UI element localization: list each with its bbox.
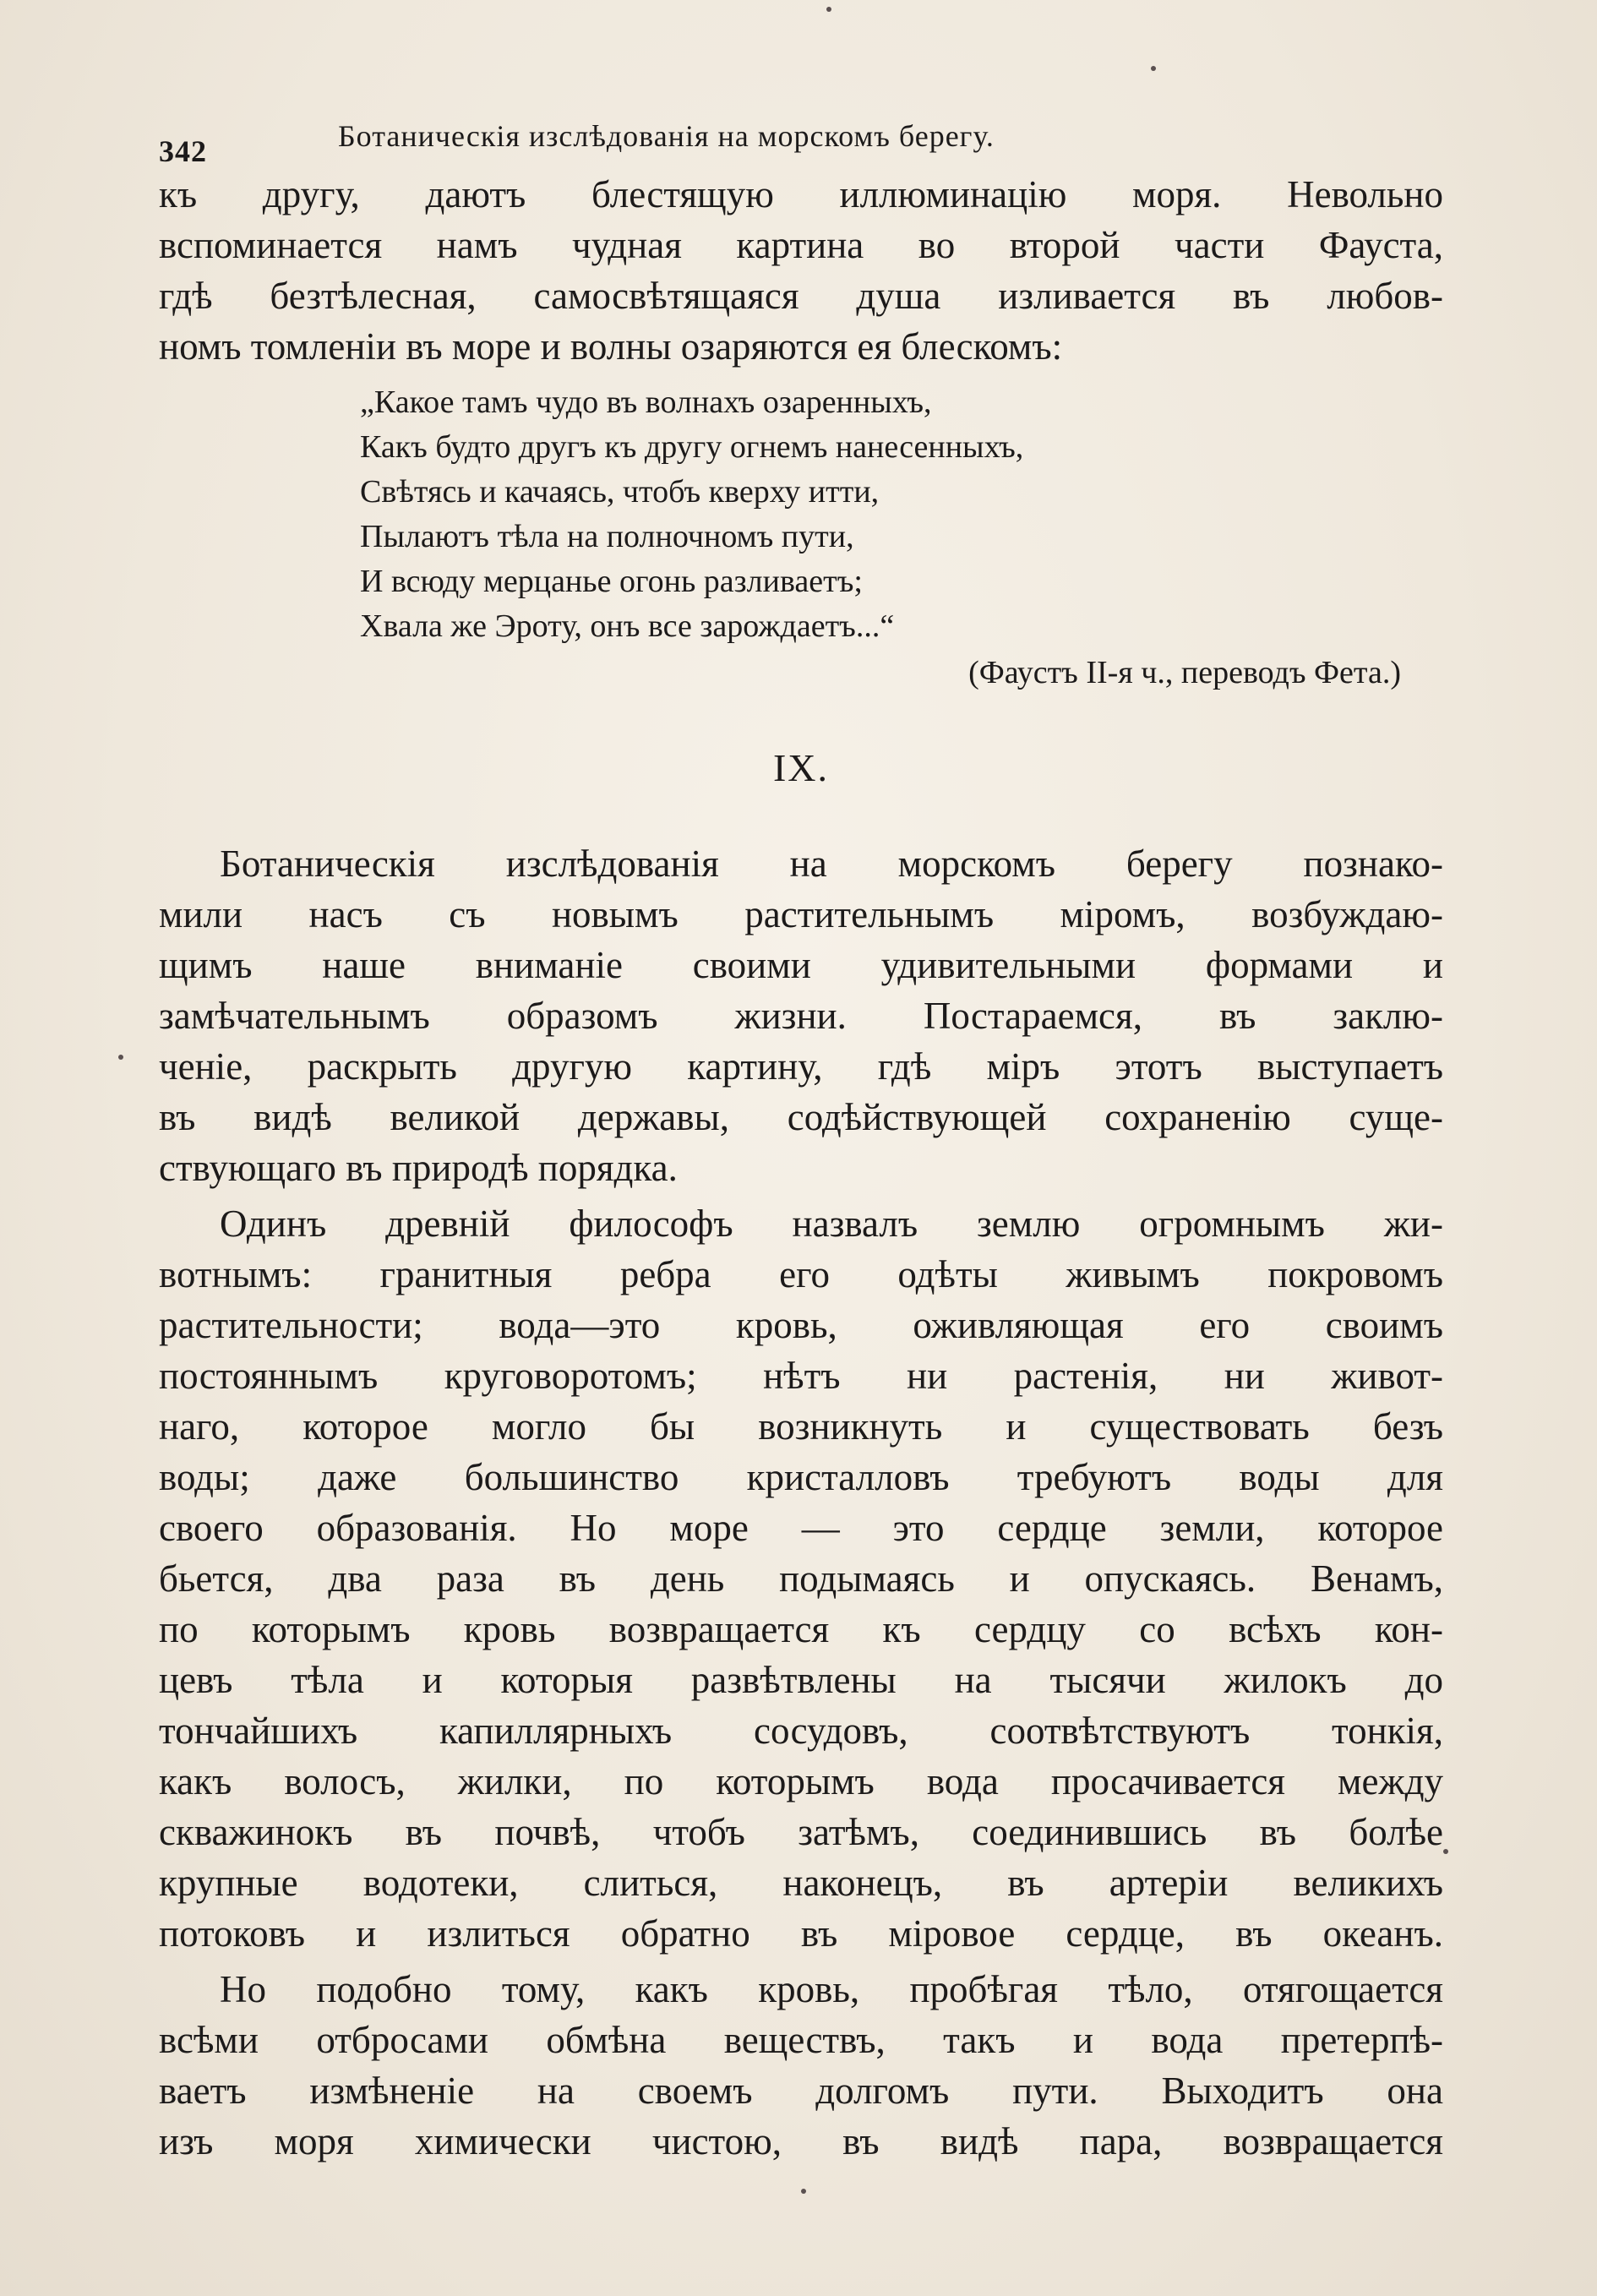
text-line: цевъ тѣла и которыя развѣтвлены на тысячи жилокъ до xyxy=(159,1659,1443,1701)
verse-line: Пылаютъ тѣла на полночномъ пути, xyxy=(360,519,854,554)
text-line: мили насъ съ новымъ растительнымъ міромъ, возбуждаю- xyxy=(159,893,1443,935)
running-title: Ботаническія изслѣдованія на морскомъ берегу. xyxy=(338,119,995,153)
paper-speck xyxy=(1151,66,1156,71)
verse-line: „Какое тамъ чудо въ волнахъ озаренныхъ, xyxy=(360,384,932,420)
verse-line: И всюду мерцанье огонь разливаетъ; xyxy=(360,564,863,599)
text-line: бьется, два раза въ день подымаясь и опускаясь. Венамъ, xyxy=(159,1557,1443,1600)
text-line: щимъ наше вниманіе своими удивительными формами и xyxy=(159,944,1443,986)
paragraph xyxy=(159,838,1443,1193)
text-line: крупные водотеки, слиться, наконецъ, въ артеріи великихъ xyxy=(159,1862,1443,1904)
text-line: вотнымъ: гранитныя ребра его одѣты живымъ покровомъ xyxy=(159,1253,1443,1295)
intro-paragraph xyxy=(159,169,1443,372)
verse-quotation xyxy=(159,380,1443,649)
paper-speck xyxy=(1443,1849,1448,1854)
text-line: въ видѣ великой державы, содѣйствующей сохраненію суще- xyxy=(159,1096,1443,1138)
text-line: ствующаго въ природѣ порядка. xyxy=(159,1147,678,1189)
text-line: Одинъ древній философъ назвалъ землю огромнымъ жи- xyxy=(220,1203,1443,1245)
text-line: замѣчательнымъ образомъ жизни. Постараемся, въ заклю- xyxy=(159,995,1443,1037)
text-line: наго, которое могло бы возникнуть и существовать безъ xyxy=(159,1405,1443,1448)
running-header xyxy=(159,118,1443,169)
verse-line: Свѣтясь и качаясь, чтобъ кверху итти, xyxy=(360,474,880,510)
text-line: Но подобно тому, какъ кровь, пробѣгая тѣло, отягощается xyxy=(220,1968,1443,2010)
text-line: постояннымъ круговоротомъ; нѣтъ ни растенія, ни живот- xyxy=(159,1355,1443,1397)
text-line: всѣми отбросами обмѣна веществъ, такъ и вода претерпѣ- xyxy=(159,2019,1443,2061)
paragraph xyxy=(159,1964,1443,2167)
chapter-heading: IX. xyxy=(772,746,830,789)
paper-speck xyxy=(118,1055,123,1060)
text-line: номъ томленіи въ море и волны озаряются ея блескомъ: xyxy=(159,325,1063,368)
text-line: къ другу, даютъ блестящую иллюминацію моря. Невольно xyxy=(159,173,1443,215)
text-line: потоковъ и излиться обратно въ міровое сердце, въ океанъ. xyxy=(159,1912,1443,1955)
verse-line: Хвала же Эроту, онъ все зарождаетъ...“ xyxy=(360,608,895,644)
text-line: воды; даже большинство кристалловъ требуютъ воды для xyxy=(159,1456,1443,1498)
text-line: ченіе, раскрыть другую картину, гдѣ міръ этотъ выступаетъ xyxy=(159,1045,1443,1088)
text-line: какъ волосъ, жилки, по которымъ вода просачивается между xyxy=(159,1760,1443,1802)
page-number: 342 xyxy=(159,134,207,168)
verse-attribution: (Фаустъ II-я ч., переводъ Фета.) xyxy=(968,655,1401,690)
text-line: ваетъ измѣненіе на своемъ долгомъ пути. Выходитъ она xyxy=(159,2070,1443,2112)
paragraph xyxy=(159,1198,1443,1959)
text-line: скважинокъ въ почвѣ, чтобъ затѣмъ, соединившись въ болѣе xyxy=(159,1811,1443,1853)
text-line: своего образованія. Но море — это сердце земли, которое xyxy=(159,1507,1443,1549)
book-page xyxy=(159,118,1443,2172)
paper-speck xyxy=(801,2189,806,2194)
text-line: растительности; вода—это кровь, оживляющая его своимъ xyxy=(159,1304,1443,1346)
text-line: Ботаническія изслѣдованія на морскомъ берегу познако- xyxy=(220,843,1443,885)
text-line: изъ моря химически чистою, въ видѣ пара, возвращается xyxy=(159,2120,1443,2162)
paper-speck xyxy=(826,7,831,12)
text-line: по которымъ кровь возвращается къ сердцу со всѣхъ кон- xyxy=(159,1608,1443,1650)
text-line: гдѣ безтѣлесная, самосвѣтящаяся душа изливается въ любов- xyxy=(159,275,1443,317)
verse-line: Какъ будто другъ къ другу огнемъ нанесенныхъ, xyxy=(360,429,1024,465)
text-line: тончайшихъ капиллярныхъ сосудовъ, соотвѣтствуютъ тонкія, xyxy=(159,1710,1443,1752)
text-line: вспоминается намъ чудная картина во второй части Фауста, xyxy=(159,224,1443,266)
